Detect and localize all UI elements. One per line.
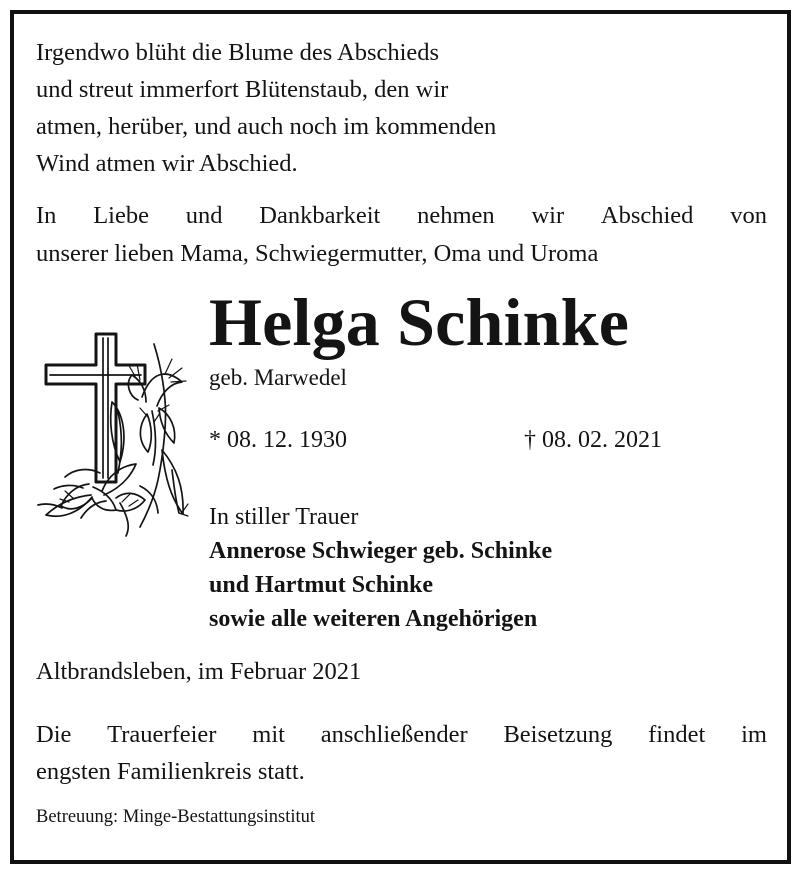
farewell-intro — [36, 197, 767, 273]
poem-line: atmen, herüber, und auch noch im kommenden — [36, 113, 497, 140]
poem-line: Irgendwo blüht die Blume des Abschieds — [36, 39, 440, 66]
deceased-name: Helga Schinke — [209, 284, 630, 360]
mourner-line: Annerose Schwieger geb. Schinke — [209, 538, 553, 564]
birth-name: geb. Marwedel — [209, 365, 347, 390]
funeral-line — [36, 716, 767, 753]
death-date: † 08. 02. 2021 — [524, 427, 662, 453]
funeral-word: Die — [36, 721, 72, 748]
funeral-word: mit — [252, 721, 285, 748]
poem — [36, 34, 756, 182]
mourning-intro: In stiller Trauer — [209, 504, 359, 530]
funeral-word: anschließender — [320, 721, 468, 748]
funeral-notice — [36, 716, 767, 790]
mourner-line: und Hartmut Schinke — [209, 572, 434, 598]
intro-word: wir — [531, 202, 565, 229]
funeral-word: im — [741, 721, 767, 748]
funeral-word: Trauerfeier — [107, 721, 217, 748]
funeral-line — [36, 753, 767, 790]
birth-date: * 08. 12. 1930 — [209, 427, 347, 453]
place-date: Altbrandsleben, im Februar 2021 — [36, 658, 362, 685]
funeral-text: engsten Familienkreis statt. — [36, 758, 305, 785]
funeral-word: Beisetzung — [503, 721, 613, 748]
intro-word: Abschied — [600, 202, 694, 229]
intro-word: und — [185, 202, 223, 229]
intro-word: Dankbarkeit — [259, 202, 381, 229]
funeral-provider: Betreuung: Minge-Bestattungsinstitut — [36, 807, 316, 827]
intro-word: Liebe — [93, 202, 149, 229]
mourner-line: sowie alle weiteren Angehörigen — [209, 606, 538, 632]
cross-with-lilies-icon — [34, 320, 194, 540]
intro-word: nehmen — [417, 202, 495, 229]
intro-word: von — [730, 202, 767, 229]
mourners-block — [209, 500, 552, 636]
intro-text: unserer lieben Mama, Schwiegermutter, Oma und Uroma — [36, 240, 599, 267]
intro-word: In — [36, 202, 57, 229]
funeral-word: findet — [648, 721, 706, 748]
farewell-intro-line — [36, 197, 767, 235]
poem-line: und streut immerfort Blütenstaub, den wir — [36, 76, 449, 103]
farewell-intro-line — [36, 235, 767, 273]
obituary-notice — [10, 10, 791, 864]
poem-line: Wind atmen wir Abschied. — [36, 150, 298, 177]
